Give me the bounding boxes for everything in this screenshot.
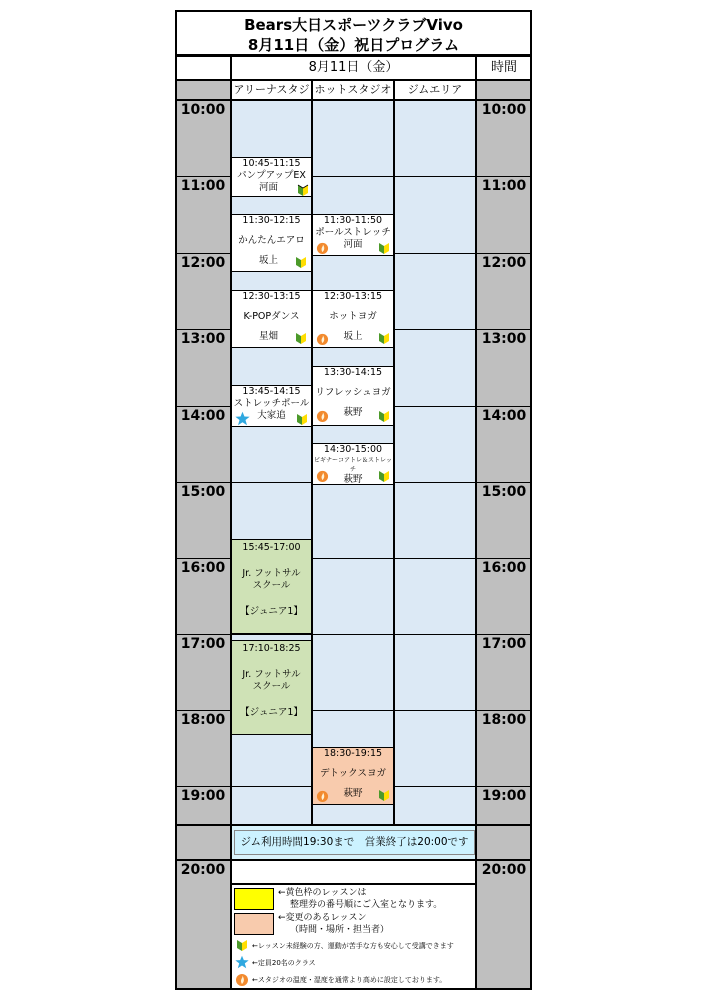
lesson-instructor: 萩野: [343, 474, 363, 485]
lesson-instructor: 坂上: [343, 331, 363, 342]
title-line2: 8月11日（金）祝日プログラム: [247, 36, 460, 54]
lesson-time: 11:30-11:50: [323, 215, 383, 226]
hour-label-right: 14:00: [481, 408, 527, 424]
studio-header-arena: アリーナスタジ: [231, 80, 312, 100]
hour-label-right: 11:00: [481, 178, 527, 194]
hour-label-left: 12:00: [180, 255, 226, 271]
hour-label-left: 19:00: [180, 788, 226, 804]
gym-notice: ジム利用時間19:30まで 営業終了は20:00です: [234, 830, 475, 855]
hour-label-left: 20:00: [180, 862, 226, 878]
lesson-time: 18:30-19:15: [323, 748, 383, 759]
date-header: 8月11日（金）: [231, 56, 476, 80]
hour-label-left: 15:00: [180, 484, 226, 500]
lesson-time: 15:45-17:00: [242, 542, 301, 553]
hour-label-right: 12:00: [481, 255, 527, 271]
legend-yellow-text2: 整理券の番号順にご入室となります。: [290, 900, 443, 910]
hour-label-right: 16:00: [481, 560, 527, 576]
lesson-name: ストレッチポール: [233, 398, 310, 409]
hour-label-right: 19:00: [481, 788, 527, 804]
hour-label-left: 16:00: [180, 560, 226, 576]
lesson-name: ポールストレッチ: [315, 227, 391, 238]
lesson-instructor: 坂上: [258, 255, 278, 266]
lesson-time: 13:30-14:15: [323, 367, 383, 378]
hour-label-right: 13:00: [481, 331, 527, 347]
hour-label-left: 13:00: [180, 331, 226, 347]
legend-star-text: ←定員20名のクラス: [252, 959, 316, 967]
hour-label-left: 14:00: [180, 408, 226, 424]
lesson-instructor: 萩野: [343, 788, 363, 799]
lesson-instructor: 河面: [258, 182, 278, 193]
lesson-time: 11:30-12:15: [242, 215, 301, 226]
hour-label-right: 18:00: [481, 712, 527, 728]
lesson-instructor: 萩野: [343, 407, 363, 418]
hour-label-left: 17:00: [180, 636, 226, 652]
legend-orange-text1: ←変更のあるレッスン: [278, 913, 367, 923]
lesson-tag: 【ジュニア1】: [240, 606, 303, 617]
lesson-time: 17:10-18:25: [242, 643, 301, 654]
lesson-time: 12:30-13:15: [242, 291, 301, 302]
lesson-time: 14:30-15:00: [323, 444, 383, 455]
title-line1: Bears大日スポーツクラブVivo: [244, 16, 463, 34]
hour-label-left: 10:00: [180, 102, 226, 118]
legend-leaf-text: ←レッスン未経験の方、運動が苦手な方も安心して受講できます: [252, 942, 454, 950]
studio-header-gym: ジムエリア: [394, 80, 476, 100]
lesson-time: 10:45-11:15: [242, 158, 301, 169]
hour-label-right: 15:00: [481, 484, 527, 500]
lesson-instructor: 大家追: [257, 410, 286, 421]
schedule-frame: [175, 10, 532, 990]
lesson-time: 12:30-13:15: [323, 291, 383, 302]
hour-label-left: 18:00: [180, 712, 226, 728]
lesson-name: ビギナーコアトレ＆ストレッチ: [314, 457, 392, 473]
lesson-name: ホットヨガ: [329, 311, 377, 322]
lesson-name: K-POPダンス: [243, 311, 300, 322]
legend-orange-text2: （時間・場所・担当者）: [290, 925, 390, 935]
time-header: 時間: [476, 56, 532, 80]
hour-label-right: 17:00: [481, 636, 527, 652]
lesson-name: パンプアップEX: [237, 170, 306, 181]
studio-header-hot: ホットスタジオ: [312, 80, 394, 100]
legend-yellow-text1: ←黄色枠のレッスンは: [278, 888, 367, 898]
lesson-name: Jr. フットサル スクール: [242, 669, 301, 692]
lesson-instructor: 星畑: [258, 331, 278, 342]
lesson-name: かんたんエアロ: [238, 235, 305, 246]
lesson-time: 13:45-14:15: [242, 386, 301, 397]
lesson-instructor: 河面: [343, 239, 363, 250]
lesson-tag: 【ジュニア1】: [240, 707, 303, 718]
lesson-name: リフレッシュヨガ: [315, 387, 391, 398]
legend-fire-text: ←スタジオの温度・湿度を通常より高めに設定しております。: [252, 976, 447, 984]
lesson-name: デトックスヨガ: [319, 768, 387, 779]
hour-label-right: 20:00: [481, 862, 527, 878]
lesson-name: Jr. フットサル スクール: [242, 568, 301, 591]
hour-label-right: 10:00: [481, 102, 527, 118]
hour-label-left: 11:00: [180, 178, 226, 194]
